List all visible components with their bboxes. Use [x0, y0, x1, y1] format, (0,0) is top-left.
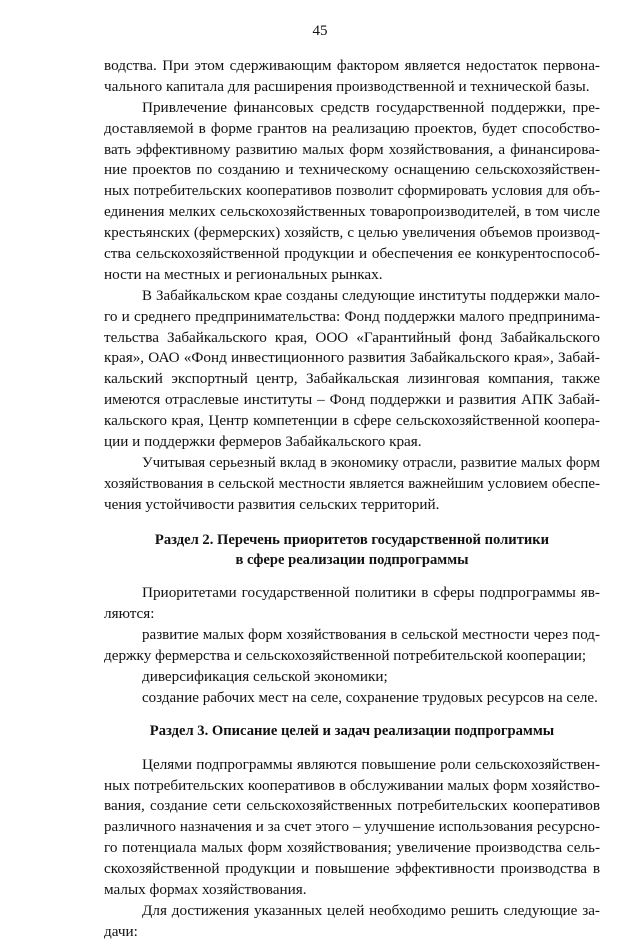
priority-item-2	[104, 667, 600, 688]
section-3-heading	[104, 721, 600, 742]
spacer	[104, 742, 600, 755]
paragraph-4	[104, 453, 600, 516]
spacer	[104, 709, 600, 721]
text-line: водства. При этом сдерживающим фактором является недостаток первона-	[104, 57, 600, 74]
section-3-paragraph-2	[104, 901, 600, 943]
text-line: чения устойчивости развития сельских территорий.	[104, 495, 440, 513]
section-3-paragraph-1	[104, 755, 600, 901]
document-body	[104, 56, 600, 943]
text-line: дачи:	[104, 922, 138, 940]
text-line: держку фермерства и сельскохозяйственной потребительской кооперации;	[104, 647, 587, 665]
text-line: чального капитала для расширения производственной и технической базы.	[104, 77, 590, 95]
text-line: го и среднего предпринимательства: Фонд поддержки малого предпринима-	[104, 307, 600, 325]
text-line: В Забайкальском крае созданы следующие институты поддержки мало-	[142, 287, 600, 304]
text-line: создание рабочих мест на селе, сохранение трудовых ресурсов на селе.	[142, 689, 598, 706]
spacer	[104, 516, 600, 530]
text-line: диверсификация сельской экономики;	[142, 667, 388, 685]
text-line: Целями подпрограммы являются повышение роли сельскохозяйствен-	[142, 755, 600, 773]
spacer	[104, 571, 600, 583]
text-line: доставляемой в форме грантов на реализацию проектов, будет способство-	[104, 119, 600, 137]
text-line: края», ОАО «Фонд инвестиционного развития Забайкальского края», Забай-	[104, 349, 600, 367]
text-line: Приоритетами государственной политики в сферы подпрограммы яв-	[142, 584, 600, 602]
text-line: ции и поддержки фермеров Забайкальского края.	[104, 433, 422, 451]
text-line: ных потребительских кооперативов в обслуживании малых форм хозяйство-	[104, 776, 600, 794]
paragraph-1	[104, 56, 600, 98]
section-2-heading	[104, 530, 600, 572]
text-line: вания, создание сети сельскохозяйственных потребительских кооперативов	[104, 797, 600, 815]
paragraph-3	[104, 286, 600, 453]
text-line: кальского края, Центр компетенции в сфере сельскохозяйственной коопера-	[104, 412, 600, 430]
text-line: ности на местных и региональных рынках.	[104, 265, 383, 283]
section-2-title-line-2: в сфере реализации подпрограммы	[235, 552, 469, 569]
text-line: кальский экспортный центр, Забайкальская лизинговая компания, также	[104, 370, 600, 388]
text-line: ляются:	[104, 605, 155, 623]
text-line: хозяйствования в сельской местности является важнейшим условием обеспе-	[104, 475, 600, 492]
section-2-title-line-1: Раздел 2. Перечень приоритетов государственной политики	[154, 531, 550, 548]
text-line: Привлечение финансовых средств государственной поддержки, пре-	[142, 98, 600, 116]
text-line: малых формах хозяйствования.	[104, 880, 307, 898]
text-line: развитие малых форм хозяйствования в сельской местности через под-	[142, 627, 600, 644]
text-line: единения мелких сельскохозяйственных товаропроизводителей, в том числе	[104, 203, 600, 221]
text-line: ных потребительских кооперативов позволит сформировать условия для объ-	[104, 183, 600, 200]
text-line: имеются отраслевые институты – Фонд поддержки и развития АПК Забай-	[104, 391, 600, 409]
text-line: крестьянских (фермерских) хозяйств, с целью увеличения объемов производ-	[104, 225, 600, 242]
priority-item-3	[104, 688, 600, 709]
text-line: ства сельскохозяйственной продукции и обеспечения ее конкурентоспособ-	[104, 245, 600, 263]
priority-item-1	[104, 625, 600, 667]
text-line: го потенциала малых форм хозяйствования; увеличение производства сель-	[104, 839, 600, 857]
text-line: различного назначения и за счет этого – улучшение использования ресурсно-	[104, 819, 600, 836]
text-line: Для достижения указанных целей необходимо решить следующие за-	[142, 901, 600, 919]
page-number: 45	[312, 23, 328, 39]
section-3-title: Раздел 3. Описание целей и задач реализации подпрограммы	[149, 722, 555, 739]
paragraph-2	[104, 98, 600, 286]
text-line: ние проектов по созданию и техническому оснащению сельскохозяйствен-	[104, 161, 600, 179]
text-line: тельства Забайкальского края, ООО «Гарантийный фонд Забайкальского	[104, 328, 600, 346]
section-2-intro	[104, 583, 600, 625]
text-line: Учитывая серьезный вклад в экономику отрасли, развитие малых форм	[142, 454, 600, 471]
text-line: скохозяйственной продукции и повышение эффективности производства в	[104, 860, 600, 878]
text-line: вать эффективному развитию малых форм хозяйствования, а финансирова-	[104, 140, 600, 158]
